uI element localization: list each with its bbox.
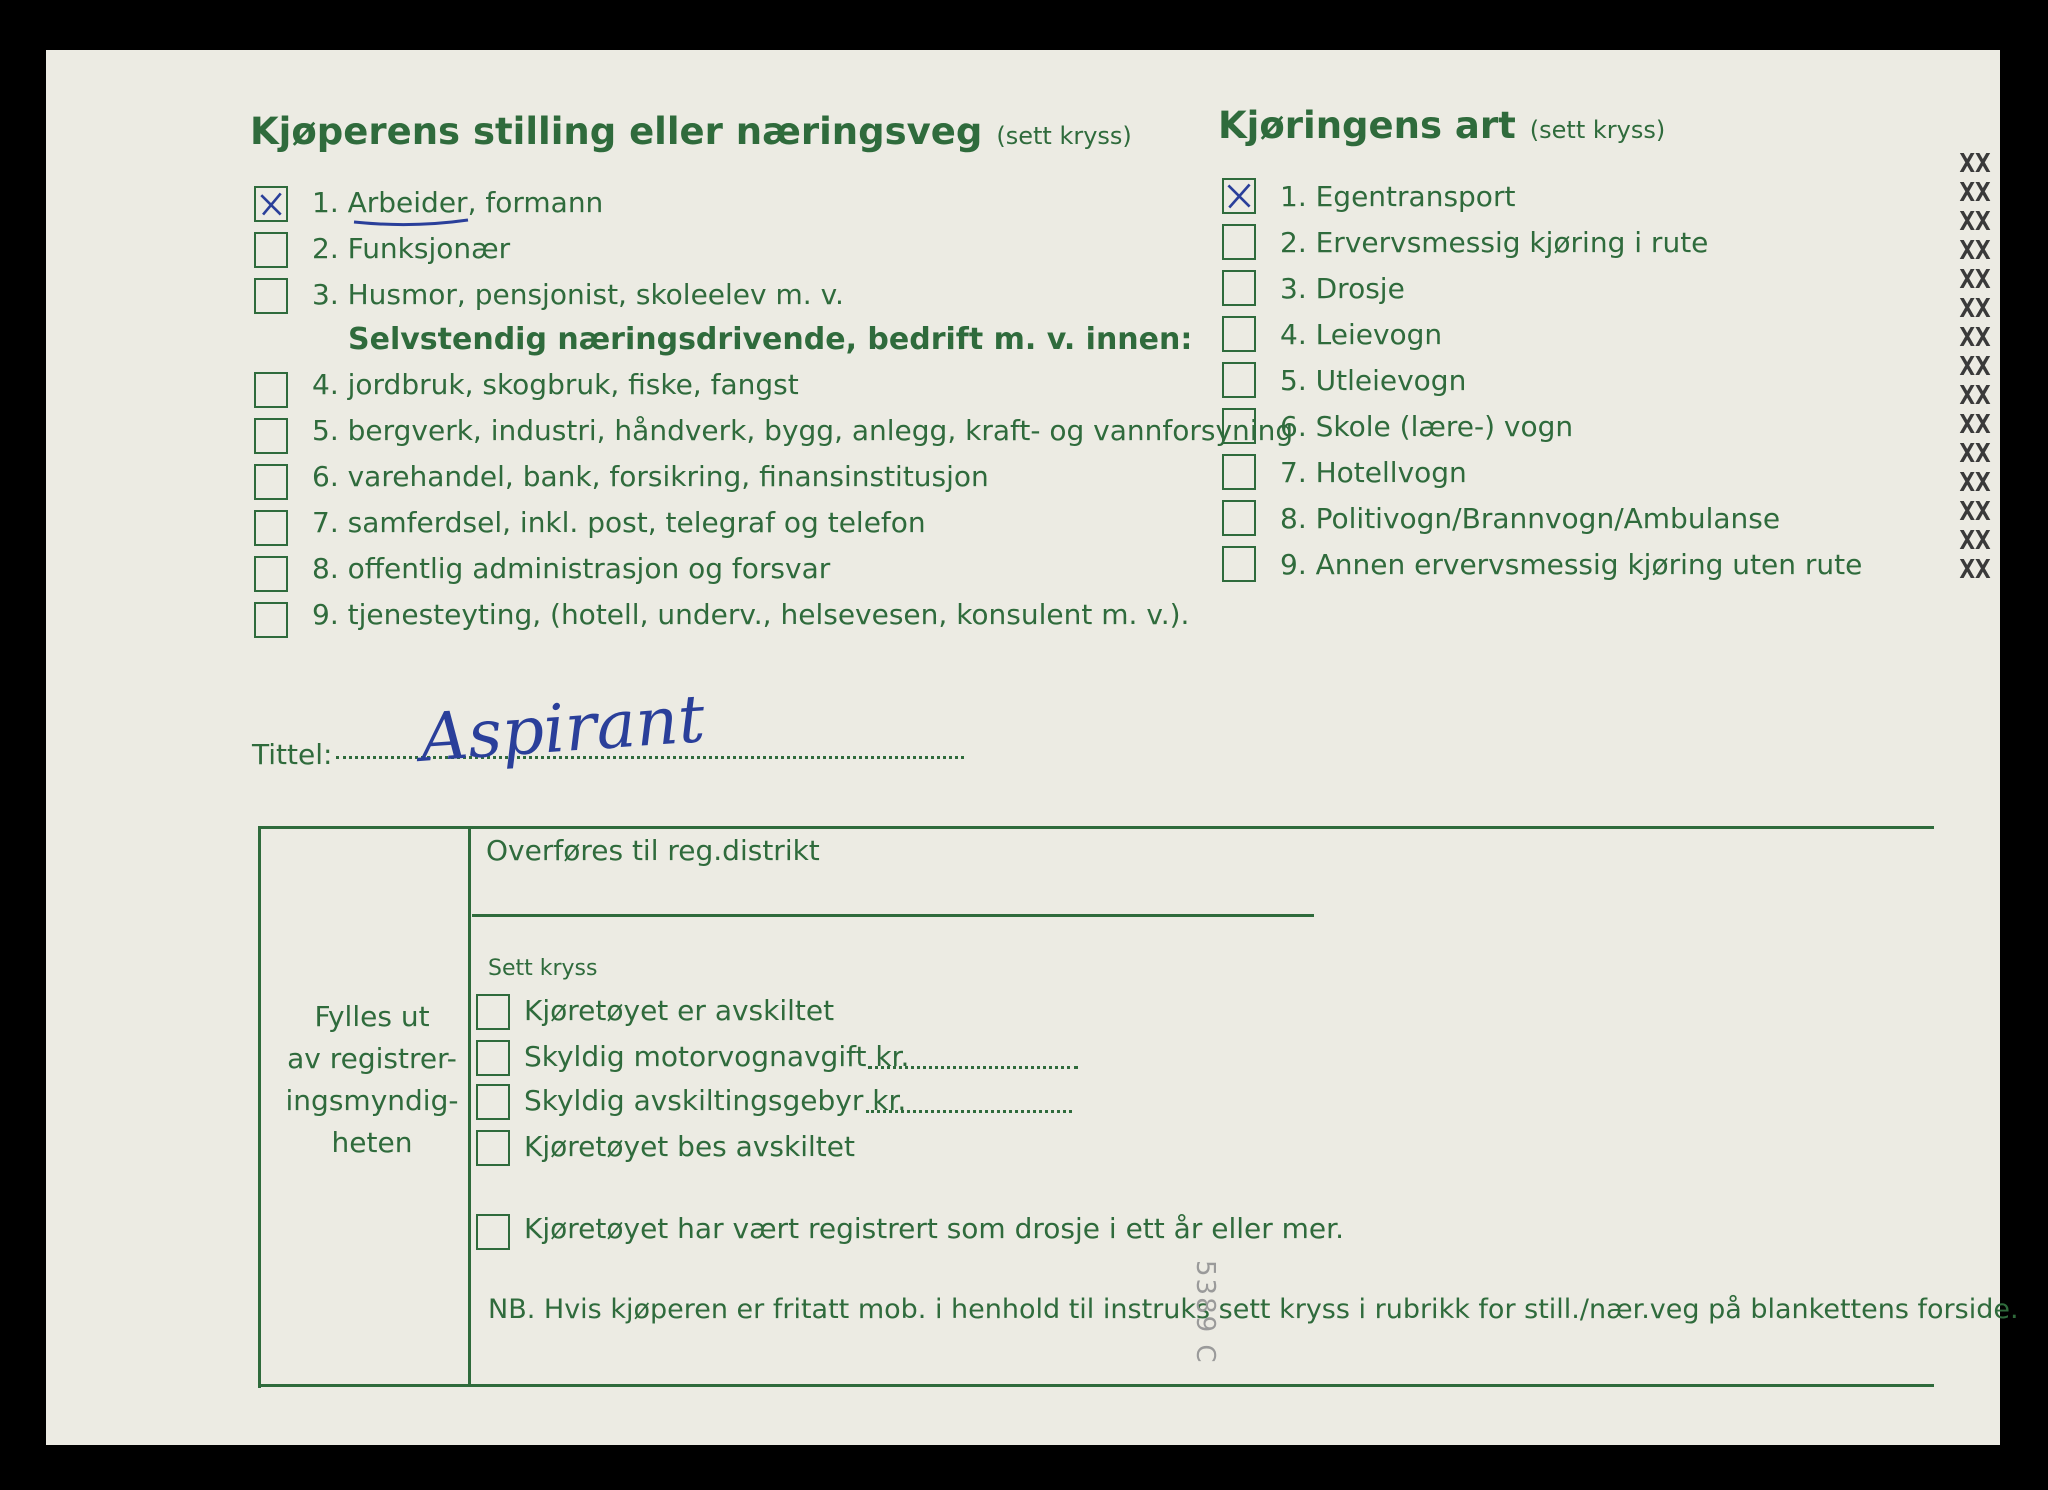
authority-checkbox-2[interactable] (476, 1040, 510, 1076)
authority-checkbox-1[interactable] (476, 994, 510, 1030)
occupation-checkbox-3[interactable] (254, 278, 288, 314)
motor-tax-dotted-line (868, 1066, 1078, 1069)
authority-item-4: Kjøretøyet bes avskiltet (524, 1130, 855, 1163)
driving-item-4: 4. Leievogn (1280, 318, 1443, 351)
driving-type-heading (1218, 104, 1665, 147)
handwritten-underline (352, 216, 470, 230)
stamp-number: 5389 C (1190, 1260, 1220, 1365)
occupation-item-2-label: 2. Funksjonær (312, 232, 511, 265)
driving-item-7: 7. Hotellvogn (1280, 456, 1467, 489)
side-label-line-4: heten (331, 1126, 413, 1159)
occupation-item-1 (312, 186, 603, 219)
authority-checkbox-5[interactable] (476, 1214, 510, 1250)
buyer-occupation-heading-note: (sett kryss) (996, 122, 1132, 150)
side-x-strip-text: XXXXXXXXXXXXXXXXXXXXXXXXXXXXXX (1959, 150, 1991, 585)
driving-item-5: 5. Utleievogn (1280, 364, 1467, 397)
occupation-item-9: 9. tjenesteyting, (hotell, underv., helsevesen, konsulent m. v.). (312, 598, 1190, 631)
occupation-item-3-label: 3. Husmor, pensjonist, skoleelev m. v. (312, 278, 844, 311)
occupation-checkbox-8[interactable] (254, 556, 288, 592)
driving-item-8: 8. Politivogn/Brannvogn/Ambulanse (1280, 502, 1781, 535)
plate-fee-dotted-line (866, 1110, 1072, 1113)
side-x-strip (1958, 150, 1992, 1020)
driving-item-6: 6. Skole (lære-) vogn (1280, 410, 1574, 443)
check-x-mark-icon (1224, 180, 1254, 212)
driving-checkbox-2[interactable] (1222, 224, 1256, 260)
nb-note: NB. Hvis kjøperen er fritatt mob. i henhold til instruks sett kryss i rubrikk for still./nær.veg på blankettens forside. (488, 1294, 2019, 1325)
occupation-checkbox-1[interactable] (254, 186, 288, 222)
title-label: Tittel: (252, 738, 333, 771)
occupation-checkbox-5[interactable] (254, 418, 288, 454)
occupation-item-7: 7. samferdsel, inkl. post, telegraf og telefon (312, 506, 926, 539)
driving-item-9: 9. Annen ervervsmessig kjøring uten rute (1280, 548, 1863, 581)
occupation-checkbox-4[interactable] (254, 372, 288, 408)
box-bottom-border (258, 1384, 1934, 1387)
occupation-item-6: 6. varehandel, bank, forsikring, finansinstitusjon (312, 460, 989, 493)
occupation-checkbox-7[interactable] (254, 510, 288, 546)
occupation-item-1-label: 1. Arbeider, formann (312, 186, 604, 219)
occupation-checkbox-6[interactable] (254, 464, 288, 500)
occupation-item-3 (312, 278, 844, 311)
driving-item-3: 3. Drosje (1280, 272, 1405, 305)
check-note: Sett kryss (488, 956, 598, 981)
authority-item-3: Skyldig avskiltingsgebyr kr. (524, 1084, 907, 1117)
occupation-checkbox-2[interactable] (254, 232, 288, 268)
authority-item-1: Kjøretøyet er avskiltet (524, 994, 835, 1027)
transfer-divider-line (472, 914, 1314, 917)
occupation-item-8: 8. offentlig administrasjon og forsvar (312, 552, 831, 585)
side-label-line-1: Fylles ut (314, 1000, 430, 1033)
occupation-item-4: 4. jordbruk, skogbruk, fiske, fangst (312, 368, 799, 401)
authority-item-5: Kjøretøyet har vært registrert som drosje i ett år eller mer. (524, 1212, 1344, 1245)
side-label-line-2: av registrer- (287, 1042, 457, 1075)
title-handwritten-value[interactable]: Aspirant (417, 680, 708, 777)
driving-checkbox-6[interactable] (1222, 408, 1256, 444)
driving-checkbox-8[interactable] (1222, 500, 1256, 536)
self-employed-subheading: Selvstendig næringsdrivende, bedrift m. v. innen: (348, 322, 1193, 357)
occupation-checkbox-9[interactable] (254, 602, 288, 638)
driving-checkbox-5[interactable] (1222, 362, 1256, 398)
authority-item-2: Skyldig motorvognavgift kr. (524, 1040, 910, 1073)
buyer-occupation-heading-text: Kjøperens stilling eller næringsveg (250, 110, 983, 153)
authority-checkbox-3[interactable] (476, 1084, 510, 1120)
buyer-occupation-heading (250, 110, 1132, 153)
driving-item-1: 1. Egentransport (1280, 180, 1516, 213)
occupation-item-5: 5. bergverk, industri, håndverk, bygg, anlegg, kraft- og vannforsyning (312, 414, 1294, 447)
driving-type-heading-note: (sett kryss) (1529, 116, 1666, 144)
driving-checkbox-4[interactable] (1222, 316, 1256, 352)
transfer-district-label: Overføres til reg.distrikt (486, 834, 820, 867)
authority-side-label (285, 996, 459, 1164)
driving-checkbox-7[interactable] (1222, 454, 1256, 490)
driving-type-heading-text: Kjøringens art (1218, 104, 1516, 147)
box-left-border (258, 826, 261, 1388)
authority-checkbox-4[interactable] (476, 1130, 510, 1166)
check-x-mark-icon (256, 188, 286, 220)
side-label-line-3: ingsmyndig- (285, 1084, 459, 1117)
driving-checkbox-3[interactable] (1222, 270, 1256, 306)
box-top-border (258, 826, 1934, 829)
driving-item-2: 2. Ervervsmessig kjøring i rute (1280, 226, 1709, 259)
occupation-item-2 (312, 232, 510, 265)
driving-checkbox-9[interactable] (1222, 546, 1256, 582)
driving-checkbox-1[interactable] (1222, 178, 1256, 214)
